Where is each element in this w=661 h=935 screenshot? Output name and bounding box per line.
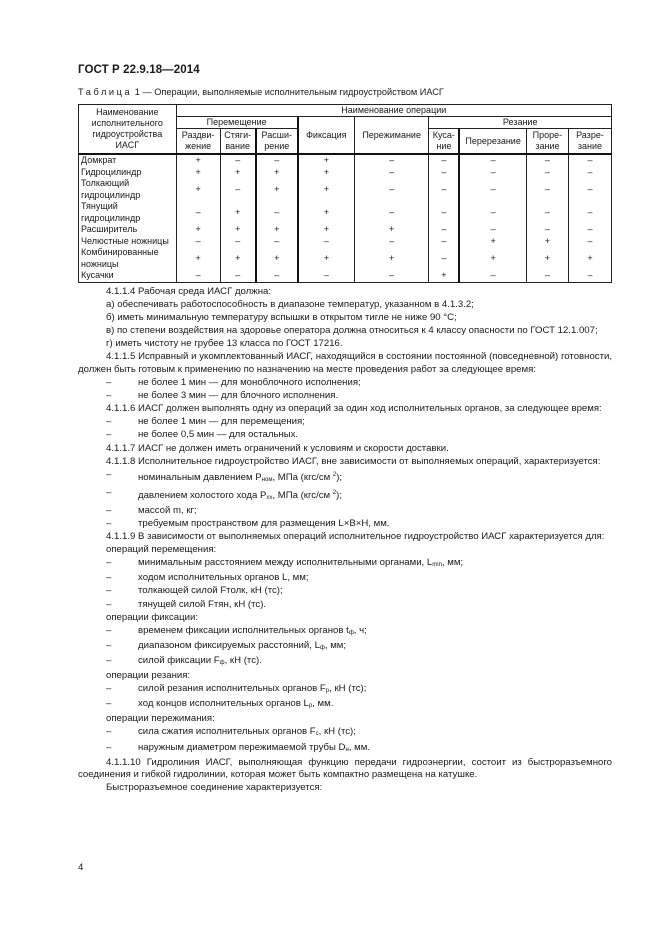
list-item: – ходом исполнительных органов L, мм; xyxy=(106,572,309,584)
device-name-cell: Кусачки xyxy=(79,270,177,282)
operation-cell: – xyxy=(459,201,526,224)
operation-cell: + xyxy=(176,178,220,201)
operation-cell: – xyxy=(568,167,611,179)
operation-cell: – xyxy=(526,224,568,236)
operation-cell: – xyxy=(526,201,568,224)
operation-cell: – xyxy=(256,236,298,248)
dash-marker: – xyxy=(106,390,112,402)
list-item: – ход концов исполнительных органов Lр, мм. xyxy=(106,698,334,710)
clause-4-1-1-7: 4.1.1.7 ИАСГ не должен иметь ограничений к условиям и скорости доставки. xyxy=(106,442,449,454)
operation-cell: – xyxy=(429,201,459,224)
operation-cell: – xyxy=(526,270,568,282)
operation-cell: – xyxy=(354,154,428,167)
operation-cell: – xyxy=(568,201,611,224)
operation-cell: + xyxy=(176,247,220,270)
operation-cell: – xyxy=(298,236,355,248)
page-number: 4 xyxy=(78,862,84,873)
operation-cell: – xyxy=(459,224,526,236)
header-fixation: Фиксация xyxy=(298,117,355,155)
header-col-slitting: Проре-зание xyxy=(526,129,568,155)
list-item: – наружным диаметром пережимаемой трубы Dн, мм. xyxy=(106,741,371,753)
table-caption xyxy=(78,87,444,97)
operation-cell: – xyxy=(220,270,256,282)
operation-cell: – xyxy=(256,270,298,282)
document-header: ГОСТ Р 22.9.18—2014 xyxy=(78,64,200,76)
list-item: – сила сжатия исполнительных органов Fс, кН (тс); xyxy=(106,726,356,738)
operation-cell: – xyxy=(568,236,611,248)
header-col-pulling: Стяги-вание xyxy=(220,129,256,155)
dash-marker: – xyxy=(106,429,112,441)
body-text xyxy=(78,286,612,795)
operation-cell: + xyxy=(354,224,428,236)
device-name-cell: Челюстные ножницы xyxy=(79,236,177,248)
list-item: – номинальным давлением Pном, МПа (кгс/см $^2$); xyxy=(106,468,343,483)
operation-cell: + xyxy=(256,247,298,270)
fixation-heading: операции фиксации: xyxy=(106,611,198,623)
header-col-widening: Расши-рение xyxy=(256,129,298,155)
device-name-cell: Толкающий гидроцилиндр xyxy=(79,178,177,201)
table-row xyxy=(79,201,612,224)
operation-cell: + xyxy=(256,167,298,179)
operation-cell: – xyxy=(354,201,428,224)
operation-cell: + xyxy=(176,154,220,167)
operation-cell: – xyxy=(220,236,256,248)
operation-cell: + xyxy=(220,167,256,179)
operation-cell: + xyxy=(220,224,256,236)
cutting-heading: операции резания: xyxy=(106,670,191,682)
operation-cell: + xyxy=(526,247,568,270)
operation-cell: + xyxy=(298,154,355,167)
operation-cell: + xyxy=(298,201,355,224)
table-caption-text: — Операции, выполняемые исполнительным гидроустройством ИАСГ xyxy=(142,87,444,97)
table-row xyxy=(79,154,612,167)
list-item: – не более 0,5 мин — для остальных. xyxy=(106,429,299,441)
list-item: – силой фиксации Fф, кН (тс). xyxy=(106,654,262,666)
operation-cell: – xyxy=(459,167,526,179)
operation-cell: – xyxy=(459,178,526,201)
operation-cell: – xyxy=(220,154,256,167)
header-squeezing: Пережимание xyxy=(354,117,428,155)
header-device-name: Наименование исполнительного гидроустройства ИАСГ xyxy=(79,105,177,155)
device-name-cell: Тянущий гидроцилиндр xyxy=(79,201,177,224)
clause-4-1-1-8: 4.1.1.8 Исполнительное гидроустройство ИАСГ, вне зависимости от выполняемых операций, характеризуется: xyxy=(106,455,601,467)
clause-4-1-1-4: 4.1.1.4 Рабочая среда ИАСГ должна: xyxy=(106,286,271,297)
operation-cell: + xyxy=(176,224,220,236)
operation-cell: + xyxy=(298,224,355,236)
operation-cell: + xyxy=(459,236,526,248)
operation-cell: – xyxy=(220,178,256,201)
list-item: – требуемым пространством для размещения L×B×H, мм. xyxy=(106,518,390,529)
operation-cell: + xyxy=(298,178,355,201)
table-row xyxy=(79,178,612,201)
device-name-cell: Расширитель xyxy=(79,224,177,236)
clause-4-1-1-4-g: г) иметь чистоту не грубее 13 класса по ГОСТ 17216. xyxy=(106,338,343,350)
operation-cell: – xyxy=(354,167,428,179)
operation-cell: + xyxy=(256,178,298,201)
operation-cell: + xyxy=(176,167,220,179)
operation-cell: – xyxy=(429,154,459,167)
header-movement: Перемещение xyxy=(176,117,298,129)
list-item: – давлением холостого хода Pхх, МПа (кгс/см $^2$); xyxy=(106,486,343,501)
clause-4-1-1-4-v: в) по степени воздействия на здоровье оператора должна относиться к 4 классу опасности по ГОСТ 12.1.007; xyxy=(106,325,598,337)
dash-marker: – xyxy=(106,377,112,389)
operation-cell: – xyxy=(429,167,459,179)
clause-4-1-1-10: 4.1.1.10 Гидролиния ИАСГ, выполняющая функцию передачи гидроэнергии, состоит из быстроразъемного соединения и гибкой гидролинии, которая может быть компактно размещена на катушке. xyxy=(78,756,612,781)
table-caption-number: 1 xyxy=(134,87,140,97)
operation-cell: + xyxy=(429,270,459,282)
clause-4-1-1-5: 4.1.1.5 Исправный и укомплектованный ИАСГ, находящийся в состоянии постоянной (повседневной) готовности, должен быть готовым к применению по назначению на месте проведения работ за следующее время: xyxy=(78,351,612,375)
squeezing-heading: операции пережимания: xyxy=(106,713,215,725)
operation-cell: – xyxy=(526,167,568,179)
operation-cell: – xyxy=(568,270,611,282)
operation-cell: – xyxy=(354,178,428,201)
quick-connect-intro: Быстроразъемное соединение характеризуется: xyxy=(106,782,323,794)
operation-cell: – xyxy=(429,236,459,248)
operation-cell: + xyxy=(459,247,526,270)
operation-cell: + xyxy=(568,247,611,270)
operation-cell: + xyxy=(354,247,428,270)
operation-cell: – xyxy=(176,236,220,248)
header-col-splitting: Разре-зание xyxy=(568,129,611,155)
operation-cell: – xyxy=(568,178,611,201)
header-col-expanding: Раздви-жение xyxy=(176,129,220,155)
operations-table xyxy=(78,104,612,283)
device-name-cell: Домкрат xyxy=(79,154,177,167)
movement-heading: операций перемещения: xyxy=(106,544,217,556)
operation-cell: + xyxy=(256,224,298,236)
device-name-cell: Гидроцилиндр xyxy=(79,167,177,179)
operation-cell: – xyxy=(526,154,568,167)
operation-cell: – xyxy=(459,270,526,282)
header-operation-name: Наименование операции xyxy=(176,105,611,117)
operation-cell: – xyxy=(459,154,526,167)
operation-cell: + xyxy=(526,236,568,248)
list-item: – массой m, кг; xyxy=(106,504,197,516)
operation-cell: – xyxy=(429,224,459,236)
operation-cell: + xyxy=(220,201,256,224)
table-body xyxy=(79,154,612,282)
list-item: – не более 1 мин — для моноблочного исполнения; xyxy=(106,377,361,389)
device-name-cell: Комбинированные ножницы xyxy=(79,247,177,270)
table-row xyxy=(79,236,612,248)
operation-cell: – xyxy=(176,201,220,224)
operation-cell: – xyxy=(526,178,568,201)
table-row xyxy=(79,270,612,282)
clause-4-1-1-4-b: б) иметь минимальную температуру вспышки в открытом тигле не ниже 90 °С; xyxy=(106,312,457,324)
operation-cell: – xyxy=(298,270,355,282)
operation-cell: + xyxy=(298,247,355,270)
operation-cell: – xyxy=(354,236,428,248)
table-row xyxy=(79,247,612,270)
list-item: – не более 1 мин — для перемещения; xyxy=(106,416,305,428)
table-row xyxy=(79,167,612,179)
operation-cell: – xyxy=(568,224,611,236)
header-col-biting: Куса-ние xyxy=(429,129,459,155)
list-item: – диапазоном фиксируемых расстояний, Lф, мм; xyxy=(106,639,347,651)
header-cutting: Резание xyxy=(429,117,612,129)
operation-cell: – xyxy=(568,154,611,167)
clause-4-1-1-4-a: а) обеспечивать работоспособность в диапазоне температур, указанном в 4.1.3.2; xyxy=(106,299,474,311)
list-item: – толкающей силой Fтолк, кН (тс); xyxy=(106,585,283,597)
list-item: – силой резания исполнительных органов Fр, кН (тс); xyxy=(106,683,367,695)
operation-cell: + xyxy=(298,167,355,179)
list-item: – минимальным расстоянием между исполнительными органами, Lmin, мм; xyxy=(106,557,464,569)
operation-cell: – xyxy=(429,178,459,201)
header-col-cutting-through: Перерезание xyxy=(459,129,526,155)
list-item: – временем фиксации исполнительных органов tф, ч; xyxy=(106,624,367,636)
operation-cell: – xyxy=(429,247,459,270)
list-item: – не более 3 мин — для блочного исполнения. xyxy=(106,390,339,402)
clause-4-1-1-9: 4.1.1.9 В зависимости от выполняемых операций исполнительное гидроустройство ИАСГ характеризуется для: xyxy=(106,531,605,543)
clause-4-1-1-6: 4.1.1.6 ИАСГ должен выполнять одну из операций за один ход исполнительных органов, за следующее время: xyxy=(106,403,602,415)
dash-marker: – xyxy=(106,416,112,428)
operation-cell: – xyxy=(256,154,298,167)
table-row xyxy=(79,224,612,236)
operation-cell: – xyxy=(354,270,428,282)
list-item: – тянущей силой Fтян, кН (тс). xyxy=(106,598,267,610)
operation-cell: – xyxy=(176,270,220,282)
operation-cell: + xyxy=(220,247,256,270)
table-caption-label: Таблица xyxy=(78,87,133,97)
operation-cell: – xyxy=(256,201,298,224)
